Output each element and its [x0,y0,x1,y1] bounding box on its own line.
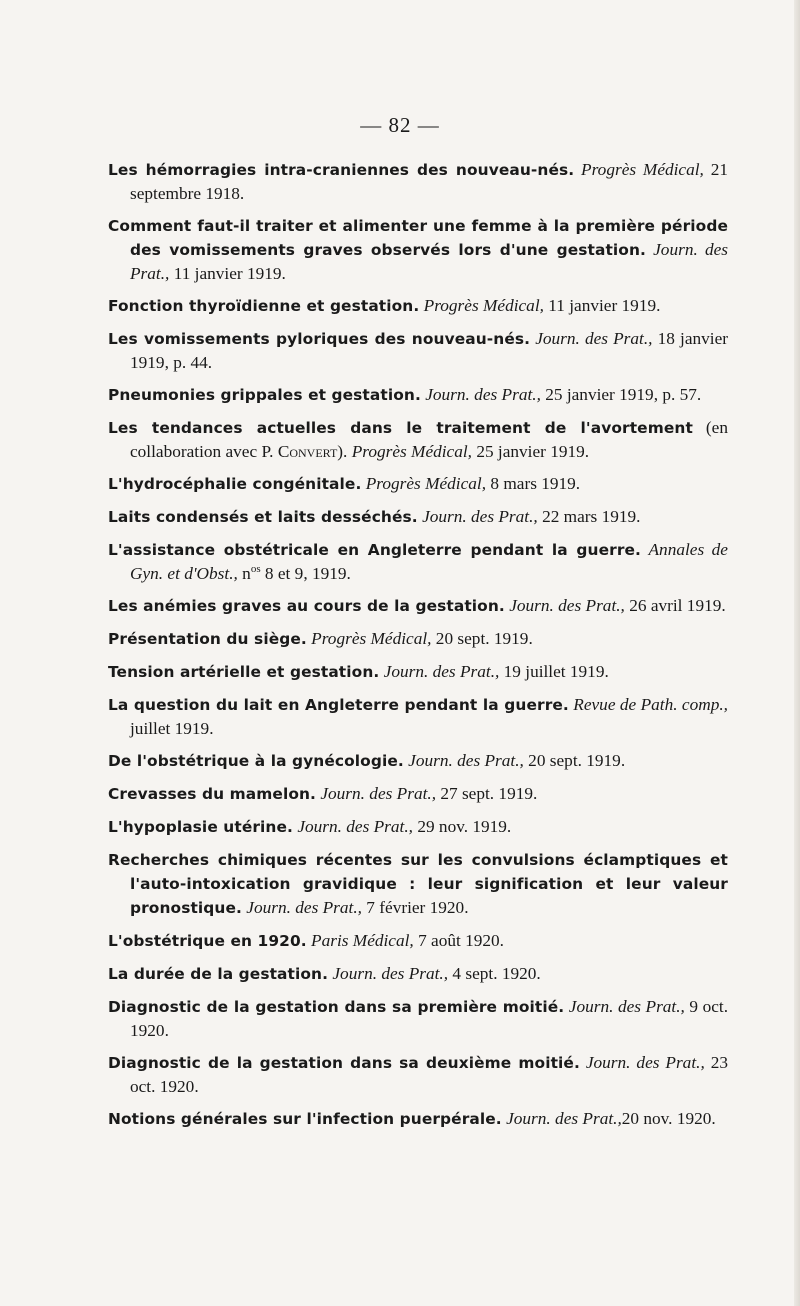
entry-title: Tension artérielle et gestation. [108,663,380,681]
entry-date: 20 nov. 1920. [621,1109,716,1128]
bibliography-entry [108,693,728,740]
entry-date: 8 mars 1919. [486,474,581,493]
entry-source: Revue de Path. comp., [573,695,728,714]
entry-title: L'hypoplasie utérine. [108,818,293,836]
entry-title: Présentation du siège. [108,630,307,648]
entry-date: 18 janvier 1919, p. 44. [130,329,728,372]
bibliography-entry [108,929,728,953]
entry-title: Notions générales sur l'infection puerpérale. [108,1110,502,1128]
bibliography-entry [108,995,728,1042]
bibliography-entry [108,214,728,285]
entry-issue-superscript: os [250,563,261,576]
entry-source: Journ. des Prat., [383,662,500,681]
entry-issue: n [237,564,251,583]
bibliography-entry [108,505,728,529]
bibliography-entry [108,416,728,463]
entry-source: Journ. des Prat., [297,817,413,836]
entry-date: 25 janvier 1919. [472,442,590,461]
entry-source: Progrès Médical, [581,160,704,179]
entry-source: Progrès Médical, [351,442,472,461]
bibliography-entry [108,538,728,585]
entry-collaborator: Convert [277,442,338,461]
entry-title: Laits condensés et laits desséchés. [108,508,418,526]
entry-title: Les vomissements pyloriques des nouveau-nés. [108,330,531,348]
entry-date: 20 sept. 1919. [431,629,533,648]
entry-title: Les anémies graves au cours de la gestation. [108,597,505,615]
entry-date: 19 juillet 1919. [499,662,609,681]
entry-title: La durée de la gestation. [108,965,329,983]
entry-title: L'obstétrique en 1920. [108,932,307,950]
page-number: — 82 — [360,113,440,137]
entry-date: 26 avril 1919. [624,596,726,615]
entry-source: Journ. des Prat., [509,596,625,615]
entry-date: 27 sept. 1919. [436,784,538,803]
entry-source: Journ. des Prat., [408,751,524,770]
bibliography-list [108,158,728,1140]
entry-date: 11 janvier 1919. [169,264,286,283]
bibliography-entry [108,594,728,618]
entry-source: Annales de Gyn. et d'Obst., [130,540,728,583]
bibliography-entry [108,782,728,806]
bibliography-entry [108,472,728,496]
entry-date: 8 et 9, 1919. [260,564,351,583]
bibliography-entry [108,660,728,684]
entry-title: Pneumonies grippales et gestation. [108,386,421,404]
bibliography-entry [108,294,728,318]
entry-source: Journ. des Prat., [425,385,541,404]
entry-title: De l'obstétrique à la gynécologie. [108,752,404,770]
entry-date: 7 août 1920. [413,931,504,950]
entry-date: 23 oct. 1920. [130,1053,728,1096]
bibliography-entry [108,627,728,651]
entry-date: juillet 1919. [130,719,214,738]
entry-source: Journ. des Prat., [246,898,362,917]
entry-title: La question du lait en Angleterre pendant la guerre. [108,696,569,714]
entry-title: Les hémorragies intra-craniennes des nouveau-nés. [108,161,575,179]
bibliography-entry [108,1051,728,1098]
entry-source: Journ. des Prat., [320,784,437,803]
entry-source: Progrès Médical, [423,296,544,315]
bibliography-entry [108,815,728,839]
entry-date: 22 mars 1919. [537,507,641,526]
entry-date: 7 février 1920. [361,898,469,917]
entry-date: 4 sept. 1920. [448,964,541,983]
entry-source: Journ. des Prat., [506,1109,622,1128]
entry-source: Paris Médical, [311,931,414,950]
entry-date: 25 janvier 1919, p. 57. [540,385,702,404]
entry-title: L'assistance obstétricale en Angleterre pendant la guerre. [108,541,641,559]
entry-title: Crevasses du mamelon. [108,785,317,803]
entry-title: L'hydrocéphalie congénitale. [108,475,362,493]
entry-title: Recherches chimiques récentes sur les convulsions éclamptiques et l'auto-intoxication gravidique : leur signification et leur valeur pronostique. [108,851,728,917]
bibliography-entry [108,1107,728,1131]
page-edge-shadow [794,0,800,1306]
entry-note: (en collaboration avec P. [130,418,728,461]
bibliography-entry [108,158,728,205]
entry-source: Journ. des Prat., [422,507,538,526]
entry-title: Les tendances actuelles dans le traitement de l'avortement [108,419,693,437]
entry-date: 11 janvier 1919. [543,296,661,315]
entry-source: Journ. des Prat., [585,1053,705,1072]
entry-title: Diagnostic de la gestation dans sa deuxième moitié. [108,1054,580,1072]
bibliography-entry [108,327,728,374]
entry-source: Progrès Médical, [365,474,487,493]
bibliography-entry [108,383,728,407]
entry-date: 9 oct. 1920. [130,997,729,1040]
bibliography-entry [108,848,728,920]
entry-title: Comment faut-il traiter et alimenter une femme à la première période des vomissements graves observés lors d'une gestation. [108,217,728,259]
entry-title: Diagnostic de la gestation dans sa première moitié. [108,998,565,1016]
entry-date: 29 nov. 1919. [413,817,512,836]
entry-date: 20 sept. 1919. [523,751,626,770]
entry-date: 21 septembre 1918. [130,160,728,203]
entry-title: Fonction thyroïdienne et gestation. [108,297,420,315]
entry-source: Journ. des Prat., [130,240,728,283]
bibliography-entry [108,749,728,773]
bibliography-entry [108,962,728,986]
entry-source: Journ. des Prat., [332,964,449,983]
entry-source: Journ. des Prat., [568,997,685,1016]
entry-note-close: ). [337,442,352,461]
entry-source: Progrès Médical, [311,629,432,648]
entry-source: Journ. des Prat., [535,329,653,348]
